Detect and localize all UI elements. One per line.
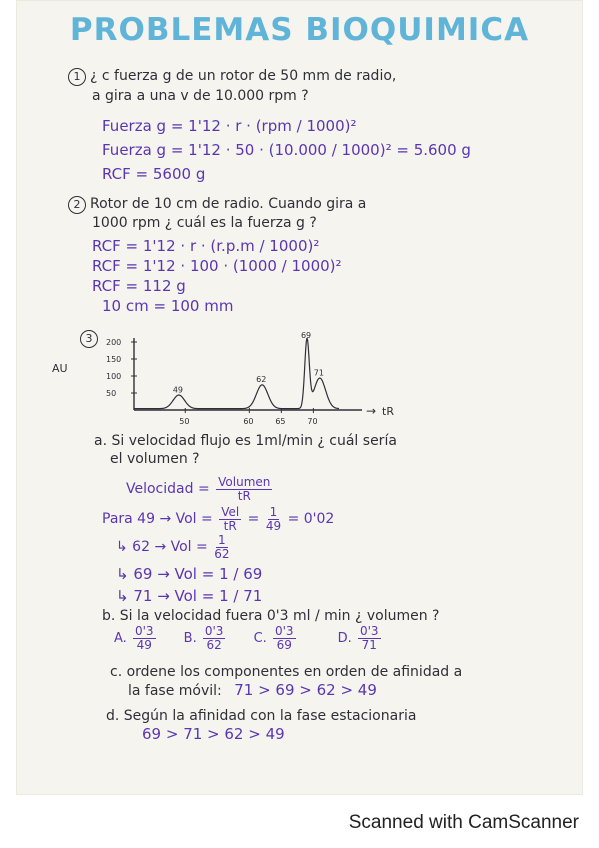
option-d-num: 0'3 [359, 624, 379, 638]
option-b-den: 62 [206, 638, 222, 652]
problem-3d-answer: 69 > 71 > 62 > 49 [142, 725, 285, 743]
option-c-fraction [273, 625, 296, 652]
problem-3c-question-line-2 [128, 682, 377, 699]
problem-1-question-line-1 [68, 68, 396, 86]
option-a [114, 624, 158, 652]
y-tick-label: 200 [106, 338, 122, 347]
problem-2-number: 2 [68, 196, 86, 214]
problem-3-number: 3 [80, 330, 98, 348]
y-axis-label: AU [52, 362, 68, 375]
problem-2-formula: RCF = 1'12 · r · (r.p.m / 1000)² [92, 237, 320, 255]
peak-label: 49 [172, 385, 184, 395]
volume-49-den-2: 49 [265, 518, 282, 533]
volume-for-49 [102, 504, 334, 534]
x-axis-label: tR [382, 405, 394, 418]
problem-1-substitution: Fuerza g = 1'12 · 50 · (10.000 / 1000)² = 5.600 g [102, 141, 471, 159]
problem-1-question-line-2: a gira a una v de 10.000 rpm ? [92, 88, 309, 104]
x-tick-label: 60 [243, 417, 254, 426]
volume-49-num-1: Vel [221, 504, 240, 519]
peak-label: 71 [313, 368, 324, 378]
option-b-num: 0'3 [204, 624, 224, 638]
option-a-letter: A. [114, 631, 127, 646]
problem-2-unit-conversion: 10 cm = 100 mm [102, 297, 234, 315]
problem-3a-question-line-1: a. Si velocidad flujo es 1ml/min ¿ cuál sería [94, 433, 397, 449]
volume-for-71: ↳ 71 → Vol = 1 / 71 [116, 587, 263, 605]
volume-49-lhs: Para 49 → Vol = [102, 511, 213, 527]
problem-3b-question: b. Si la velocidad fuera 0'3 ml / min ¿ volumen ? [102, 608, 440, 624]
problem-2-result: RCF = 112 g [92, 277, 186, 295]
volume-for-62 [116, 532, 232, 562]
option-c-num: 0'3 [274, 624, 294, 638]
volume-49-den-1: tR [223, 518, 237, 533]
x-tick-label: 50 [179, 417, 190, 426]
velocity-fraction [216, 476, 272, 503]
problem-3c-question-line-1: c. ordene los componentes en orden de afinidad a [110, 664, 463, 680]
option-b-letter: B. [183, 631, 197, 646]
x-tick-label: 65 [275, 417, 286, 426]
volume-49-equals: = [247, 511, 260, 527]
peak-label: 69 [300, 332, 312, 340]
volume-62-lhs: ↳ 62 → Vol = [116, 539, 208, 555]
problem-2-question-line-2: 1000 rpm ¿ cuál es la fuerza g ? [92, 215, 317, 231]
peak-label: 62 [256, 375, 267, 385]
volume-49-fraction-1 [219, 506, 241, 533]
option-b [183, 624, 228, 652]
chromatogram-chart [46, 332, 406, 432]
page-title: PROBLEMAS BIOQUIMICA [69, 12, 530, 48]
y-tick-label: 100 [106, 372, 122, 381]
option-b-fraction [203, 625, 226, 652]
problem-2-question-line-1 [68, 196, 366, 214]
problem-1-q1-text: ¿ c fuerza g de un rotor de 50 mm de radio, [90, 68, 397, 84]
y-tick-label: 150 [106, 355, 122, 364]
problem-1-formula: Fuerza g = 1'12 · r · (rpm / 1000)² [102, 117, 357, 135]
problem-3d-question: d. Según la afinidad con la fase estacionaria [106, 708, 417, 724]
problem-2-substitution: RCF = 1'12 · 100 · (1000 / 1000)² [92, 257, 342, 275]
option-d-den: 71 [361, 638, 377, 652]
problem-1-number: 1 [68, 68, 86, 86]
option-c [253, 624, 298, 652]
volume-62-fraction [214, 534, 229, 561]
volume-49-result: = 0'02 [287, 511, 335, 527]
velocity-formula [126, 474, 274, 504]
option-a-num: 0'3 [134, 624, 154, 638]
problem-2-q1-text: Rotor de 10 cm de radio. Cuando gira a [90, 196, 367, 212]
option-c-letter: C. [253, 631, 267, 646]
volume-62-num: 1 [218, 532, 226, 547]
scanned-page [16, 0, 583, 795]
camscanner-watermark: Scanned with CamScanner [348, 812, 579, 833]
chromatogram-trace [134, 338, 339, 409]
volume-for-69: ↳ 69 → Vol = 1 / 69 [116, 565, 263, 583]
volume-49-num-2: 1 [269, 504, 278, 519]
y-tick-label: 50 [106, 389, 117, 398]
problem-3c-answer: 71 > 69 > 62 > 49 [234, 681, 377, 699]
problem-3a-question-line-2: el volumen ? [110, 451, 200, 467]
velocity-numerator: Volumen [218, 474, 271, 489]
velocity-denominator: tR [237, 488, 251, 503]
option-a-den: 49 [136, 638, 152, 652]
option-d [337, 624, 383, 652]
x-tick-label: 70 [307, 417, 318, 426]
problem-3b-options [114, 624, 383, 654]
option-d-letter: D. [337, 631, 352, 646]
volume-49-fraction-2 [266, 506, 281, 533]
problem-1-result: RCF = 5600 g [102, 165, 206, 183]
volume-62-den: 62 [214, 546, 230, 561]
problem-3c-label: la fase móvil: [128, 683, 222, 699]
option-c-den: 69 [276, 638, 292, 652]
option-d-fraction [358, 625, 381, 652]
velocity-lhs: Velocidad = [126, 481, 210, 497]
x-axis-arrow: → [366, 404, 377, 418]
option-a-fraction [133, 625, 156, 652]
